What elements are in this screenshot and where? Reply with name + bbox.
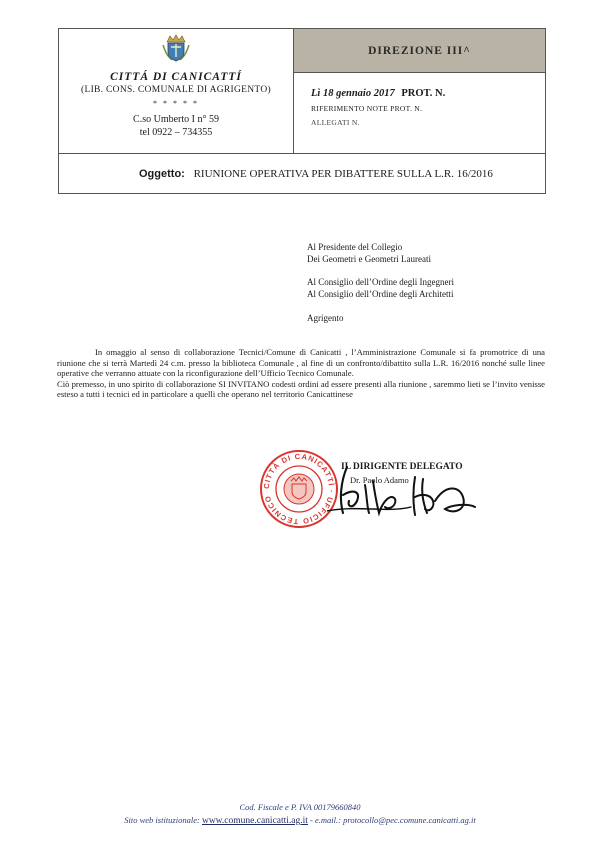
decorative-stars: * * * * *	[153, 99, 199, 108]
body-paragraph: In omaggio al senso di collaborazione Tecnici/Comune di Canicatti , l’Amministrazione Comunale si fa promotrice di una riunione che si terrà Martedì 24 c.m. presso la biblioteca Comunale , al fine di un confronto/dibattito sulla L.R. 16/2016 nonché sulle linee operative che verranno attuate con la riconfigurazione dell’Ufficio Tecnico Comunale.	[57, 347, 545, 379]
city-subtitle: (LIB. CONS. COMUNALE DI AGRIGENTO)	[81, 85, 271, 95]
city-address: C.so Umberto I n° 59	[133, 114, 219, 125]
recipient-line: Dei Geometri e Geometri Laureati	[307, 254, 431, 264]
handwritten-signature-icon	[327, 455, 487, 525]
footer-website-link[interactable]: www.comune.canicatti.ag.it	[201, 816, 308, 826]
recipient-line: Al Presidente del Collegio	[307, 242, 403, 252]
signatory-title: IL DIRIGENTE DELEGATO	[341, 462, 463, 472]
city-name: CITTÁ DI CANICATTÍ	[110, 71, 242, 83]
footer-fiscal-code: Cod. Fiscale e P. IVA 00179660840	[239, 802, 361, 812]
stamp-text: CITTÀ DI CANICATTÌ · UFFICIO TECNICO	[261, 451, 337, 527]
footer-web-label: Sito web istituzionale:	[124, 815, 200, 825]
subject-line	[139, 168, 493, 180]
city-crest-icon	[161, 33, 191, 63]
footer-email: - e.mail.: protocollo@pec.comune.canicatti.ag.it	[310, 815, 476, 825]
subject-row	[59, 153, 545, 194]
date-value: Lì 18 gennaio 2017	[311, 88, 395, 99]
reference-notes: RIFERIMENTO NOTE PROT. N.	[311, 104, 423, 113]
recipient-line: Al Consiglio dell’Ordine degli Ingegneri	[307, 277, 454, 287]
recipient-city: Agrigento	[307, 313, 344, 323]
attachments-label: ALLEGATI N.	[311, 118, 360, 127]
subject-text: RIUNIONE OPERATIVA PER DIBATTERE SULLA L.R. 16/2016	[193, 168, 493, 180]
body-paragraph: Ciò premesso, in uno spirito di collaborazione SI INVITANO codesti ordini ad essere presenti alla riunione , saremmo lieti se l’invito venisse esteso a tutti i tecnici ed in particolare a quelli che operano nel territorio Canicattinese	[57, 378, 545, 400]
signatory-name: Dr. Paolo Adamo	[350, 475, 409, 485]
letter-body	[57, 347, 545, 400]
letterhead-reference	[294, 29, 545, 153]
letterhead-municipality	[59, 29, 294, 153]
city-phone: tel 0922 – 734355	[139, 127, 213, 138]
direction-label: DIREZIONE III^	[294, 29, 545, 73]
letter-date	[311, 88, 445, 99]
prot-label: PROT. N.	[401, 88, 446, 99]
recipient-line: Al Consiglio dell’Ordine degli Architetti	[307, 289, 454, 299]
subject-label: Oggetto:	[139, 168, 185, 180]
footer-contacts	[0, 815, 600, 826]
letterhead	[58, 28, 546, 194]
